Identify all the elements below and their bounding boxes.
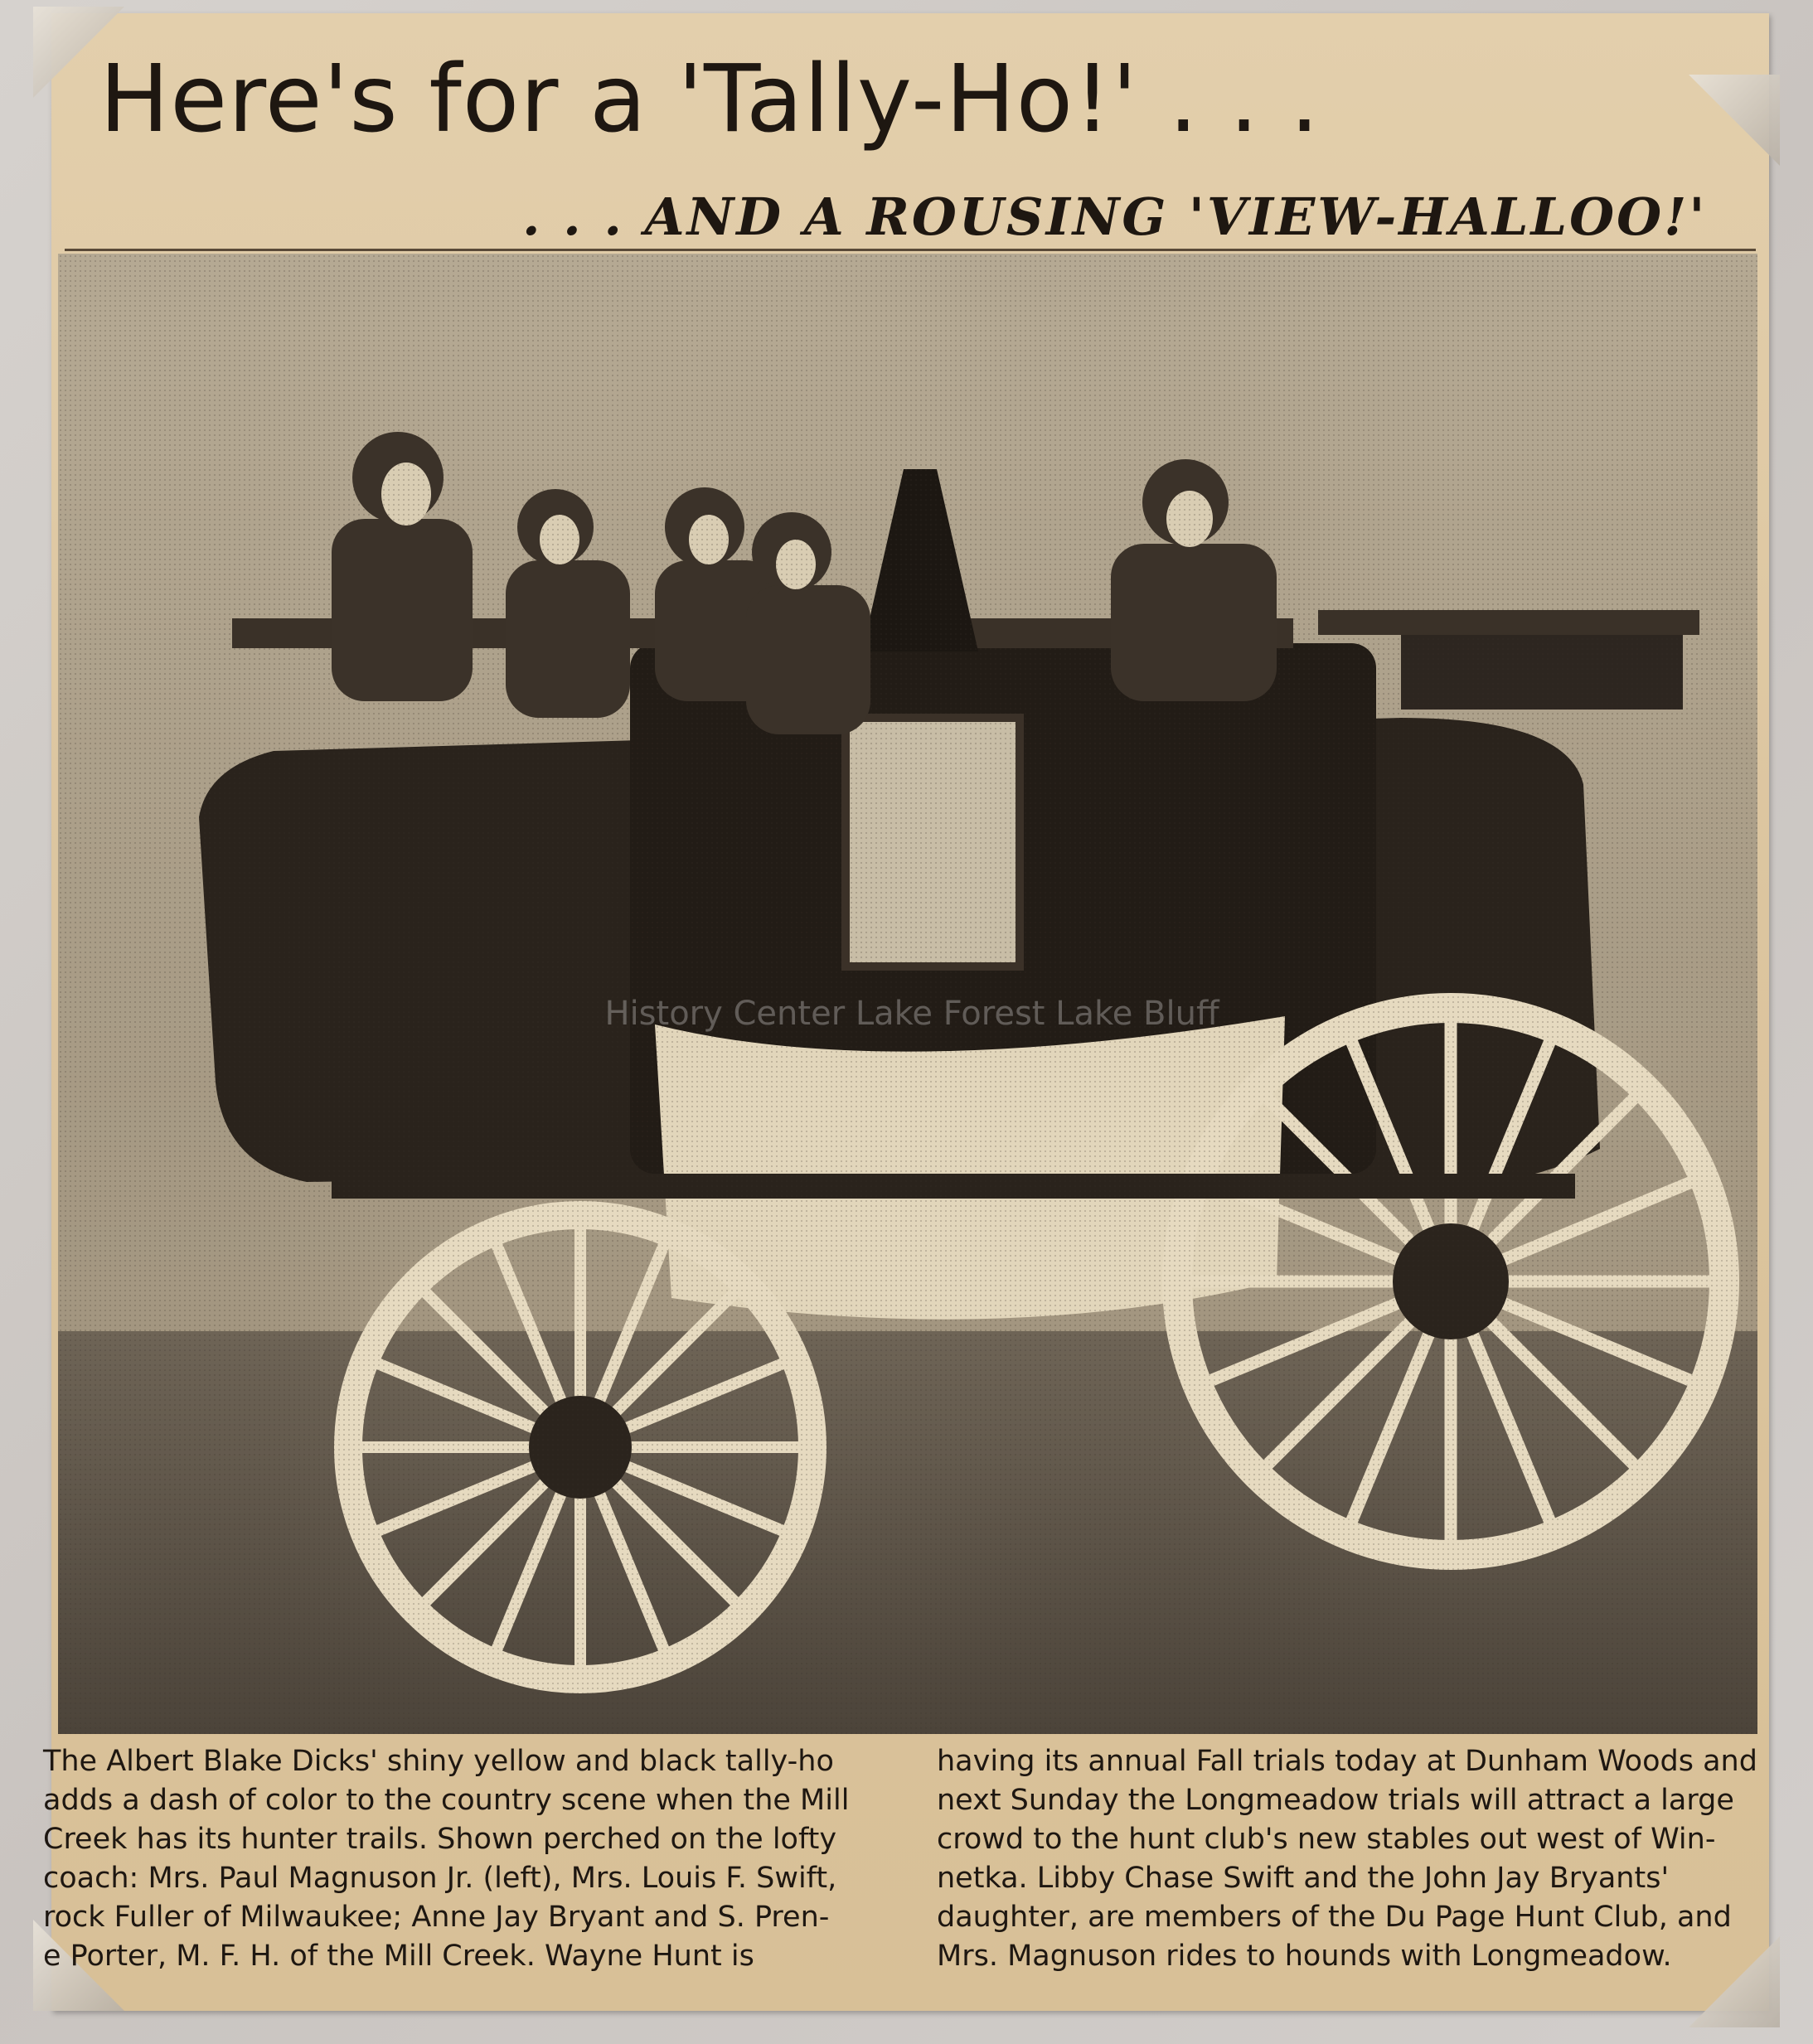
caption-right-column [937,1742,1782,1976]
coach-photo-illustration [58,254,1757,1734]
caption-line: Creek has its hunter trails. Shown perched on the lofty [43,1823,837,1856]
caption-line: daughter, are members of the Du Page Hunt Club, and [937,1901,1732,1934]
coach-photograph [58,254,1757,1734]
caption-line: netka. Libby Chase Swift and the John Jay Bryants' [937,1862,1670,1895]
headline-rule [65,249,1756,251]
subheadline: . . . AND A ROUSING 'VIEW-HALLOO!' [522,186,1708,247]
caption-line: having its annual Fall trials today at Dunham Woods and [937,1745,1757,1778]
caption-line: rock Fuller of Milwaukee; Anne Jay Bryant and S. Pren- [43,1901,830,1934]
watermark-text: History Center Lake Forest Lake Bluff [604,995,1219,1033]
caption-line: next Sunday the Longmeadow trials will attract a large [937,1784,1734,1817]
caption-line: e Porter, M. F. H. of the Mill Creek. Wayne Hunt is [43,1940,754,1973]
caption-line: Mrs. Magnuson rides to hounds with Longmeadow. [937,1940,1672,1973]
caption-left-column [43,1742,889,1976]
caption-line: crowd to the hunt club's new stables out west of Win- [937,1823,1716,1856]
headline: Here's for a 'Tally-Ho!' . . . [99,46,1321,153]
caption-line: The Albert Blake Dicks' shiny yellow and black tally-ho [43,1745,834,1778]
caption-line: adds a dash of color to the country scene when the Mill [43,1784,850,1817]
caption-line: coach: Mrs. Paul Magnuson Jr. (left), Mrs. Louis F. Swift, [43,1862,837,1895]
